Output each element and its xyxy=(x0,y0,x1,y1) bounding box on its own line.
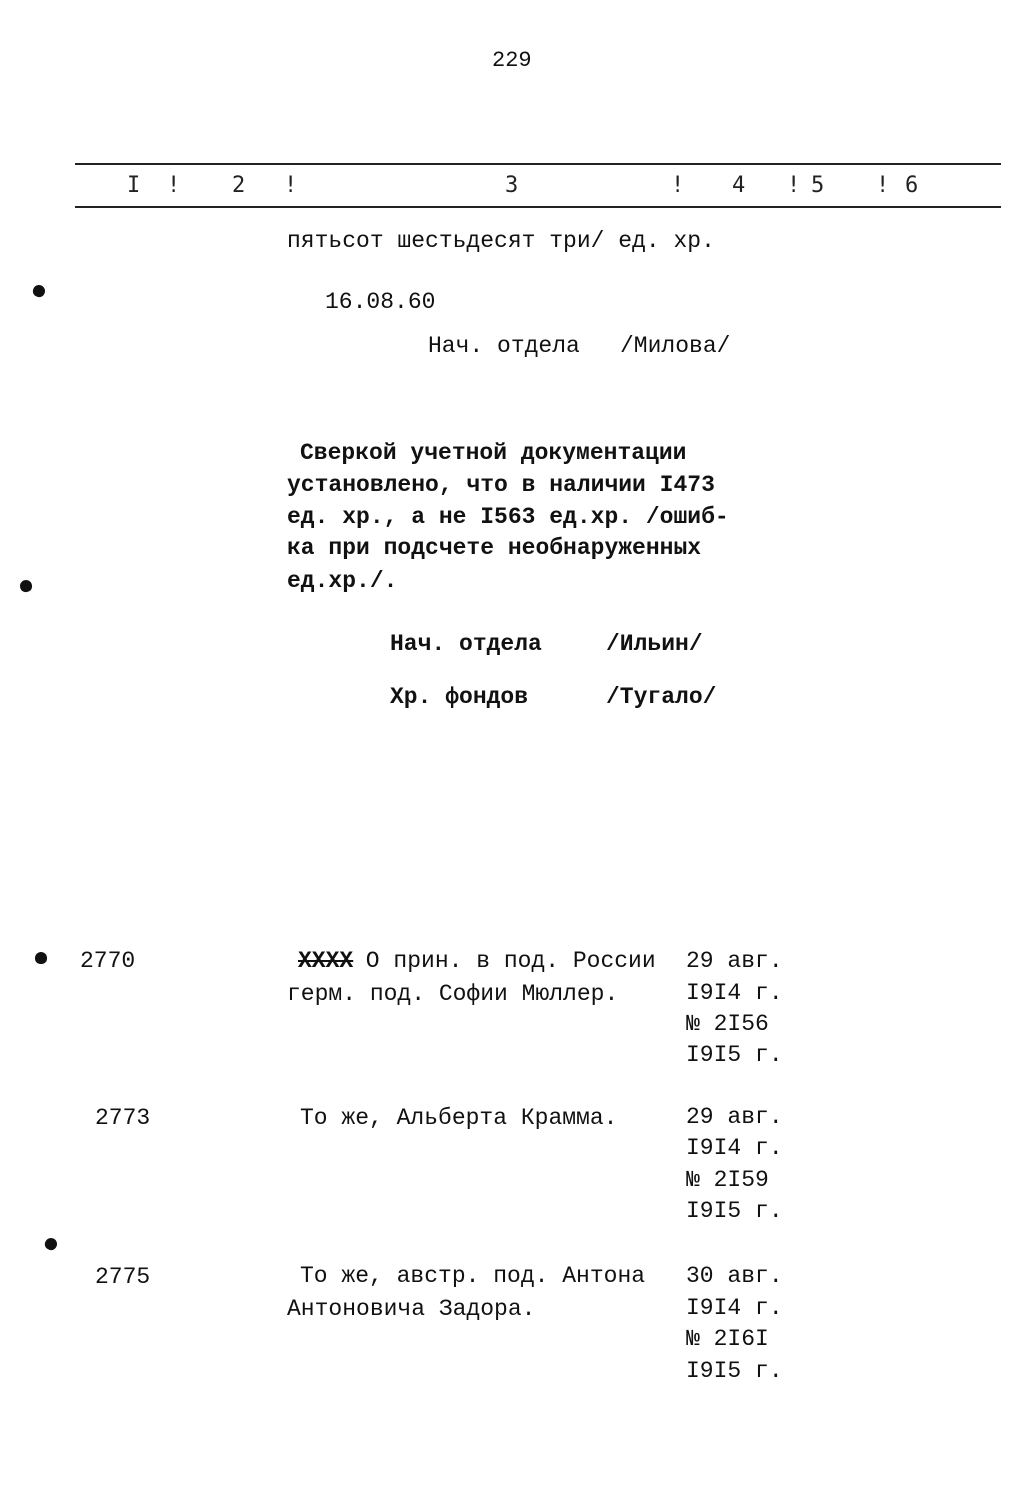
column-header-3: 3 xyxy=(505,173,519,198)
column-separator: ! xyxy=(671,173,685,198)
header-top-rule xyxy=(75,163,1001,165)
entry-number: 2775 xyxy=(95,1264,151,1290)
entry-description: Антоновича Задора. xyxy=(287,1296,536,1322)
signer-name: /Милова/ xyxy=(620,333,731,359)
punch-hole-mark xyxy=(19,579,34,594)
entry-date: I9I4 г. xyxy=(686,980,783,1006)
entry-description: То же, Альберта Крамма. xyxy=(300,1105,618,1131)
signer-role: Нач. отдела xyxy=(428,333,580,359)
punch-hole-mark xyxy=(43,1236,59,1252)
note-line: ед.хр./. xyxy=(287,568,398,594)
continuation-text: пятьсот шестьдесят три/ ед. хр. xyxy=(287,228,715,254)
column-header-2: 2 xyxy=(232,173,246,198)
column-header-4: 4 xyxy=(732,173,746,198)
note-line: ед. хр., а не I563 ед.хр. /ошиб- xyxy=(287,504,729,530)
column-header-1: I xyxy=(127,173,141,198)
entry-date: № 2I6I xyxy=(686,1326,769,1352)
punch-hole-mark xyxy=(31,283,46,298)
entry-description: То же, австр. под. Антона xyxy=(300,1263,646,1289)
entry-date: I9I5 г. xyxy=(686,1358,783,1384)
signer-name: /Ильин/ xyxy=(606,631,703,657)
entry-description: О прин. в под. России xyxy=(352,948,656,974)
column-separator: ! xyxy=(876,173,890,198)
header-bottom-rule xyxy=(75,206,1001,208)
struck-out-text: XXXX xyxy=(298,948,354,974)
column-separator: ! xyxy=(787,173,801,198)
entry-date: I9I4 г. xyxy=(686,1295,783,1321)
entry-date: I9I5 г. xyxy=(686,1198,783,1224)
entry-number: 2773 xyxy=(95,1105,151,1131)
column-header-6: 6 xyxy=(905,173,919,198)
entry-number: 2770 xyxy=(80,948,136,974)
punch-hole-mark xyxy=(35,952,47,964)
page-number: 229 xyxy=(492,48,532,73)
signer-role: Нач. отдела xyxy=(390,631,542,657)
certification-date: 16.08.60 xyxy=(325,289,436,315)
entry-date: № 2I56 xyxy=(686,1011,769,1037)
note-line: Сверкой учетной документации xyxy=(300,440,687,466)
note-line: ка при подсчете необнаруженных xyxy=(287,535,702,561)
entry-date: № 2I59 xyxy=(686,1167,769,1193)
entry-date: I9I4 г. xyxy=(686,1135,783,1161)
entry-date: 29 авг. xyxy=(686,1104,783,1130)
entry-date: 30 авг. xyxy=(686,1263,783,1289)
column-header-5: 5 xyxy=(811,173,825,198)
entry-date: 29 авг. xyxy=(686,948,783,974)
signer-name: /Тугало/ xyxy=(606,684,717,710)
column-separator: ! xyxy=(284,173,298,198)
entry-date: I9I5 г. xyxy=(686,1042,783,1068)
note-line: установлено, что в наличии I473 xyxy=(287,472,715,498)
signer-role: Хр. фондов xyxy=(390,684,529,710)
entry-description: герм. под. Софии Мюллер. xyxy=(287,981,619,1007)
column-separator: ! xyxy=(167,173,181,198)
